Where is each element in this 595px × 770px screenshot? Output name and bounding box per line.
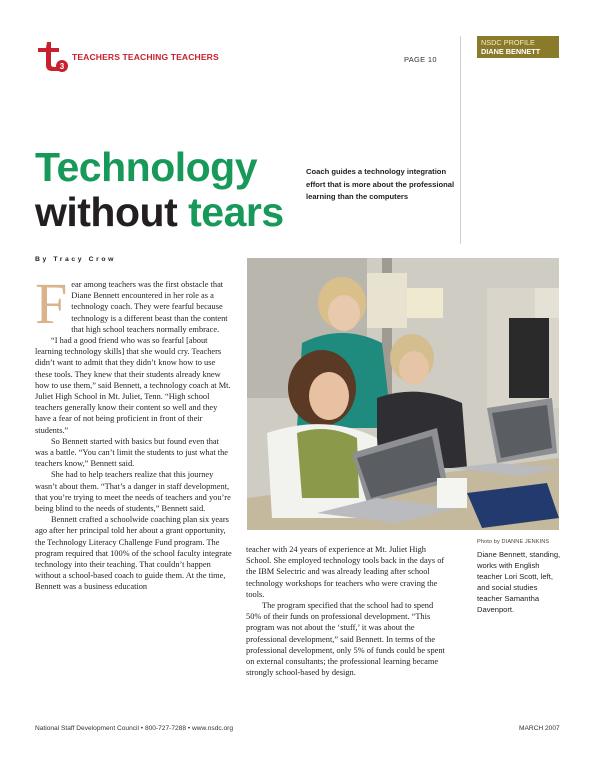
- profile-badge: [477, 36, 559, 58]
- photo-credit: Photo by DIANNE JENKINS: [477, 539, 550, 545]
- profile-name: DIANE BENNETT: [481, 47, 541, 56]
- paragraph: ear among teachers was the first obstacle that Diane Bennett encountered in her role as a technology coach. They were fearful because technology is a different beast than the content that high school teachers normally embrace.: [71, 280, 228, 334]
- headline-line1: Technology: [35, 144, 258, 190]
- article-column-1: [35, 271, 233, 593]
- article-column-2: [246, 544, 446, 678]
- footer-organization: National Staff Development Council • 800-727-7288 • www.nsdc.org: [35, 725, 234, 732]
- paragraph: The program specified that the school had to spend 50% of their funds on professional development. “This program was not about the ‘stuff,’ it was about the professional development,” said Bennett. In terms of the professional development, only 5% of funds could be spent on external consultants; the professional learning became strongly school-based by design.: [246, 601, 445, 678]
- headline-word-without: without: [35, 189, 189, 235]
- vertical-divider: [460, 36, 461, 244]
- series-title: TEACHERS TEACHING TEACHERS: [72, 52, 219, 62]
- logo-number: 3: [59, 62, 65, 71]
- footer-issue-date: MARCH 2007: [519, 725, 560, 732]
- ttt-logo-icon: [35, 40, 71, 74]
- deck-summary: Coach guides a technology integration effort that is more about the professional learning than the computers: [306, 167, 455, 202]
- paragraph: She had to help teachers realize that this journey wasn’t about them. “That’s a danger in staff development, that you’re trying to meet the needs of teachers and you’re being blind to the needs of students,” Bennett said.: [35, 470, 231, 514]
- paragraph: Bennett crafted a schoolwide coaching plan six years ago after her principal told her about a grant opportunity, the Technology Literacy Challenge Fund program. The program required that 100% of the school faculty integrate technology into their teaching. That couldn’t happen without a school-based coach to guide them. At the time, Bennett was a business education: [35, 515, 232, 592]
- photo-caption: Diane Bennett, standing, works with English teacher Lori Scott, left, and social studies teacher Samantha Davenport.: [477, 550, 561, 614]
- paragraph: teacher with 24 years of experience at Mt. Juliet High School. She employed technology tools back in the days of the IBM Selectric and was already leading after school technology workshops for teachers who were craving the tools.: [246, 545, 445, 599]
- byline: By Tracy Crow: [35, 256, 117, 263]
- headline-line2: [35, 190, 284, 234]
- photo-illustration: [247, 258, 559, 530]
- paragraph: So Bennett started with basics but found even that was a battle. “You can’t limit the students to just what the teachers know,” Bennett said.: [35, 436, 228, 469]
- headline-word-tears: tears: [188, 189, 284, 235]
- profile-label: NSDC PROFILE: [481, 38, 535, 47]
- paragraph: “I had a good friend who was so fearful [about learning technology skills] that she would cry. Teachers didn’t want to admit that they didn’t know how to use these tools. They knew that their students already knew how to use them,” said Bennett, a technology coach at Mt. Juliet High School in Mt. Juliet, Tenn. “High school teachers generally know their content so well and they have a fear of not being proficient in front of their students.”: [35, 336, 231, 435]
- drop-cap: F: [35, 271, 68, 336]
- article-photo: [247, 258, 559, 530]
- page-number: PAGE 10: [404, 55, 437, 64]
